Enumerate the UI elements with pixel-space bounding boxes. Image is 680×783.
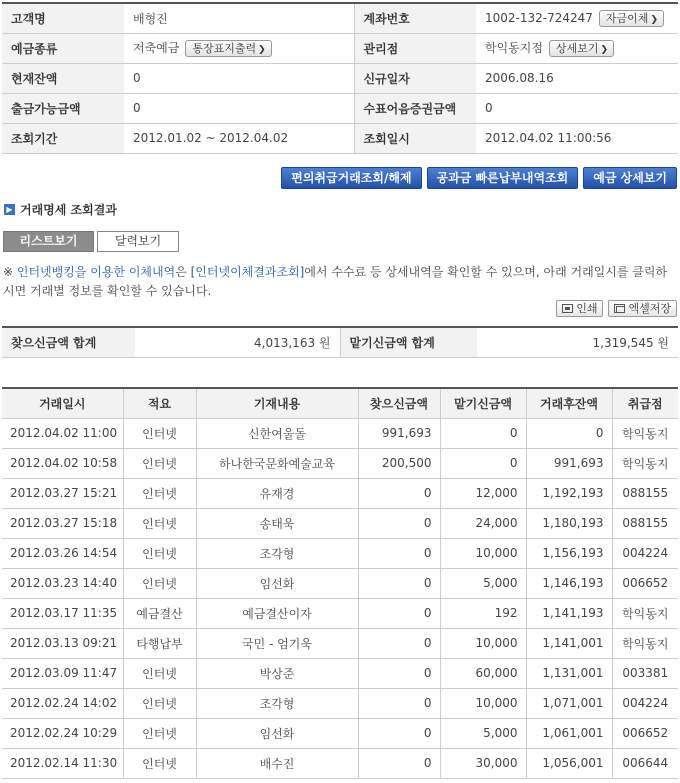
tx-description: 박상준: [196, 658, 358, 688]
tx-deposit: 5,000: [440, 568, 526, 598]
tx-branch: 088155: [612, 508, 678, 538]
tx-description: 하나한국문화예술교육: [196, 448, 358, 478]
table-row: [2, 718, 678, 748]
tx-description: 송태욱: [196, 508, 358, 538]
table-row: [2, 658, 678, 688]
table-header-row: [2, 388, 678, 418]
tx-summary: 인터넷: [123, 748, 196, 778]
account-row: [2, 63, 678, 93]
tx-withdrawal: 0: [358, 568, 440, 598]
chevron-right-icon: ❯: [600, 45, 609, 55]
table-row: [2, 508, 678, 538]
col-header-deposit: 맡기신금액: [440, 388, 526, 418]
deposit-detail-button[interactable]: 예금 상세보기: [583, 167, 677, 189]
tx-balance: 1,192,193: [526, 478, 612, 508]
transfer-result-link[interactable]: [인터넷이체결과조회]: [190, 265, 305, 279]
col-header-datetime: 거래일시: [2, 388, 123, 418]
withdrawable-value: 0: [124, 93, 354, 123]
query-time-label: 조회일시: [354, 123, 476, 153]
tx-balance: 1,071,001: [526, 688, 612, 718]
branch-detail-button[interactable]: 상세보기 ❯: [549, 40, 614, 57]
tx-datetime[interactable]: 2012.04.02 10:58: [2, 448, 123, 478]
table-row: [2, 538, 678, 568]
tx-deposit: 5,000: [440, 718, 526, 748]
section-title-text: 거래명세 조회결과: [20, 203, 117, 217]
withdrawal-total-value: 4,013,163 원: [135, 327, 340, 357]
tx-description: 배수진: [196, 748, 358, 778]
printer-icon: [562, 304, 573, 313]
table-row: [2, 448, 678, 478]
excel-save-button[interactable]: 엑셀저장: [608, 300, 677, 317]
tx-balance: 1,141,001: [526, 628, 612, 658]
tx-branch: 003381: [612, 658, 678, 688]
table-row: [2, 478, 678, 508]
check-amount-value: 0: [476, 93, 678, 123]
internet-transfer-link[interactable]: 인터넷뱅킹을 이용한 이체내역: [16, 265, 176, 279]
table-row: [2, 748, 678, 778]
tx-summary: 인터넷: [123, 718, 196, 748]
tx-branch: 088155: [612, 478, 678, 508]
branch-cell: [476, 33, 678, 63]
col-header-description: 기재내용: [196, 388, 358, 418]
tx-withdrawal: 0: [358, 688, 440, 718]
utility-buttons: [556, 300, 677, 317]
tx-description: 조각형: [196, 688, 358, 718]
account-number-value: 1002-132-724247: [485, 10, 593, 25]
tx-deposit: 30,000: [440, 748, 526, 778]
branch-label: 관리점: [354, 33, 476, 63]
query-time-value: 2012.04.02 11:00:56: [476, 123, 678, 153]
tx-description: 신한여울돌: [196, 418, 358, 448]
tx-datetime[interactable]: 2012.02.14 11:30: [2, 748, 123, 778]
current-balance-label: 현재잔액: [2, 63, 124, 93]
table-row: [2, 628, 678, 658]
transactions-table: [2, 387, 678, 779]
table-row: [2, 418, 678, 448]
tab-list-view[interactable]: 리스트보기: [3, 231, 94, 252]
tx-balance: 0: [526, 418, 612, 448]
totals-table: [2, 326, 678, 358]
table-row: [2, 568, 678, 598]
account-info-table: [2, 2, 678, 154]
tx-summary: 인터넷: [123, 688, 196, 718]
tx-withdrawal: 0: [358, 508, 440, 538]
chevron-right-icon: ❯: [258, 45, 266, 55]
tx-balance: 1,156,193: [526, 538, 612, 568]
tx-description: 유재경: [196, 478, 358, 508]
tx-balance: 1,146,193: [526, 568, 612, 598]
tx-datetime[interactable]: 2012.03.26 14:54: [2, 538, 123, 568]
tx-deposit: 10,000: [440, 538, 526, 568]
tx-withdrawal: 0: [358, 538, 440, 568]
chevron-right-icon: ❯: [650, 14, 658, 25]
tx-balance: 1,056,001: [526, 748, 612, 778]
totals-row: [2, 327, 678, 357]
tx-balance: 1,180,193: [526, 508, 612, 538]
tx-summary: 인터넷: [123, 568, 196, 598]
tx-datetime[interactable]: 2012.03.09 11:47: [2, 658, 123, 688]
account-row: [2, 123, 678, 153]
tx-datetime[interactable]: 2012.03.17 11:35: [2, 598, 123, 628]
tx-branch: 004224: [612, 688, 678, 718]
open-date-label: 신규일자: [354, 63, 476, 93]
tx-balance: 991,693: [526, 448, 612, 478]
tx-summary: 인터넷: [123, 538, 196, 568]
open-date-value: 2006.08.16: [476, 63, 678, 93]
tx-description: 임선화: [196, 718, 358, 748]
customer-name-label: 고객명: [2, 3, 124, 33]
tx-deposit: 24,000: [440, 508, 526, 538]
tx-description: 임선화: [196, 568, 358, 598]
tx-branch: 006644: [612, 748, 678, 778]
tx-branch: 004224: [612, 538, 678, 568]
tx-datetime[interactable]: 2012.03.13 09:21: [2, 628, 123, 658]
tx-summary: 예금결산: [123, 598, 196, 628]
convenience-transaction-button[interactable]: 편의취급거래조회/해제: [281, 167, 421, 189]
tx-withdrawal: 0: [358, 658, 440, 688]
col-header-summary: 적요: [123, 388, 196, 418]
tx-withdrawal: 0: [358, 598, 440, 628]
transfer-button[interactable]: 자금이체 ❯: [599, 10, 664, 27]
tx-branch: 학익동지: [612, 418, 678, 448]
tx-datetime[interactable]: 2012.02.24 14:02: [2, 688, 123, 718]
query-period-value: 2012.01.02 ~ 2012.04.02: [124, 123, 354, 153]
utility-payment-button[interactable]: 공과금 빠른납부내역조회: [427, 167, 579, 189]
tx-summary: 인터넷: [123, 418, 196, 448]
customer-name-value: 배형진: [124, 3, 354, 33]
tx-withdrawal: 0: [358, 718, 440, 748]
action-buttons: [281, 167, 677, 189]
branch-value: 학익동지점: [485, 41, 543, 55]
tx-deposit: 0: [440, 418, 526, 448]
deposit-type-label: 예금종류: [2, 33, 124, 63]
account-row: [2, 93, 678, 123]
tx-summary: 타행납부: [123, 628, 196, 658]
tx-summary: 인터넷: [123, 448, 196, 478]
tx-balance: 1,141,193: [526, 598, 612, 628]
account-number-label: 계좌번호: [354, 3, 476, 33]
notice-text: ※ 인터넷뱅킹을 이용한 이체내역은 [인터넷이체결과조회]에서 수수료 등 상세내역을 확인할 수 있으며, 아래 거래일시를 클릭하시면 거래별 정보를 확인할 수 있습니다.: [3, 265, 668, 298]
col-header-branch: 취급점: [612, 388, 678, 418]
check-amount-label: 수표어음증권금액: [354, 93, 476, 123]
tx-balance: 1,131,001: [526, 658, 612, 688]
tx-branch: 학익동지: [612, 598, 678, 628]
tx-datetime[interactable]: 2012.02.24 10:29: [2, 718, 123, 748]
table-row: [2, 688, 678, 718]
col-header-balance: 거래후잔액: [526, 388, 612, 418]
tx-description: 조각형: [196, 538, 358, 568]
account-row: [2, 3, 678, 33]
tx-branch: 006652: [612, 718, 678, 748]
current-balance-value: 0: [124, 63, 354, 93]
deposit-type-cell: [124, 33, 354, 63]
excel-icon: [614, 304, 625, 313]
tx-deposit: 10,000: [440, 628, 526, 658]
tx-deposit: 12,000: [440, 478, 526, 508]
print-button[interactable]: 인쇄: [556, 300, 603, 317]
tx-datetime[interactable]: 2012.03.23 14:40: [2, 568, 123, 598]
arrow-square-icon: ▶: [4, 204, 15, 215]
account-number-cell: [476, 3, 678, 33]
tx-withdrawal: 200,500: [358, 448, 440, 478]
tab-calendar-view[interactable]: 달력보기: [97, 231, 179, 252]
deposit-type-value: 저축예금: [133, 41, 180, 55]
tx-summary: 인터넷: [123, 478, 196, 508]
tx-datetime[interactable]: 2012.03.27 15:18: [2, 508, 123, 538]
deposit-total-label: 맡기신금액 합계: [340, 327, 477, 357]
tx-description: 국민 - 엄기욱: [196, 628, 358, 658]
tx-balance: 1,061,001: [526, 718, 612, 748]
tx-deposit: 10,000: [440, 688, 526, 718]
tx-description: 예금결산이자: [196, 598, 358, 628]
tx-withdrawal: 0: [358, 478, 440, 508]
withdrawal-total-label: 찾으신금액 합계: [2, 327, 135, 357]
tx-deposit: 0: [440, 448, 526, 478]
tx-withdrawal: 0: [358, 628, 440, 658]
deposit-total-value: 1,319,545 원: [477, 327, 678, 357]
view-tabs: [3, 231, 179, 252]
tx-summary: 인터넷: [123, 508, 196, 538]
table-row: [2, 598, 678, 628]
tx-deposit: 60,000: [440, 658, 526, 688]
section-title: [4, 201, 117, 218]
col-header-withdrawal: 찾으신금액: [358, 388, 440, 418]
tx-withdrawal: 991,693: [358, 418, 440, 448]
tx-branch: 학익동지: [612, 628, 678, 658]
account-row: [2, 33, 678, 63]
tx-datetime[interactable]: 2012.03.27 15:21: [2, 478, 123, 508]
query-period-label: 조회기간: [2, 123, 124, 153]
passbook-print-button[interactable]: 통장표지출력 ❯: [185, 40, 271, 57]
tx-branch: 006652: [612, 568, 678, 598]
tx-datetime[interactable]: 2012.04.02 11:00: [2, 418, 123, 448]
tx-summary: 인터넷: [123, 658, 196, 688]
tx-branch: 학익동지: [612, 448, 678, 478]
tx-deposit: 192: [440, 598, 526, 628]
tx-withdrawal: 0: [358, 748, 440, 778]
withdrawable-label: 출금가능금액: [2, 93, 124, 123]
